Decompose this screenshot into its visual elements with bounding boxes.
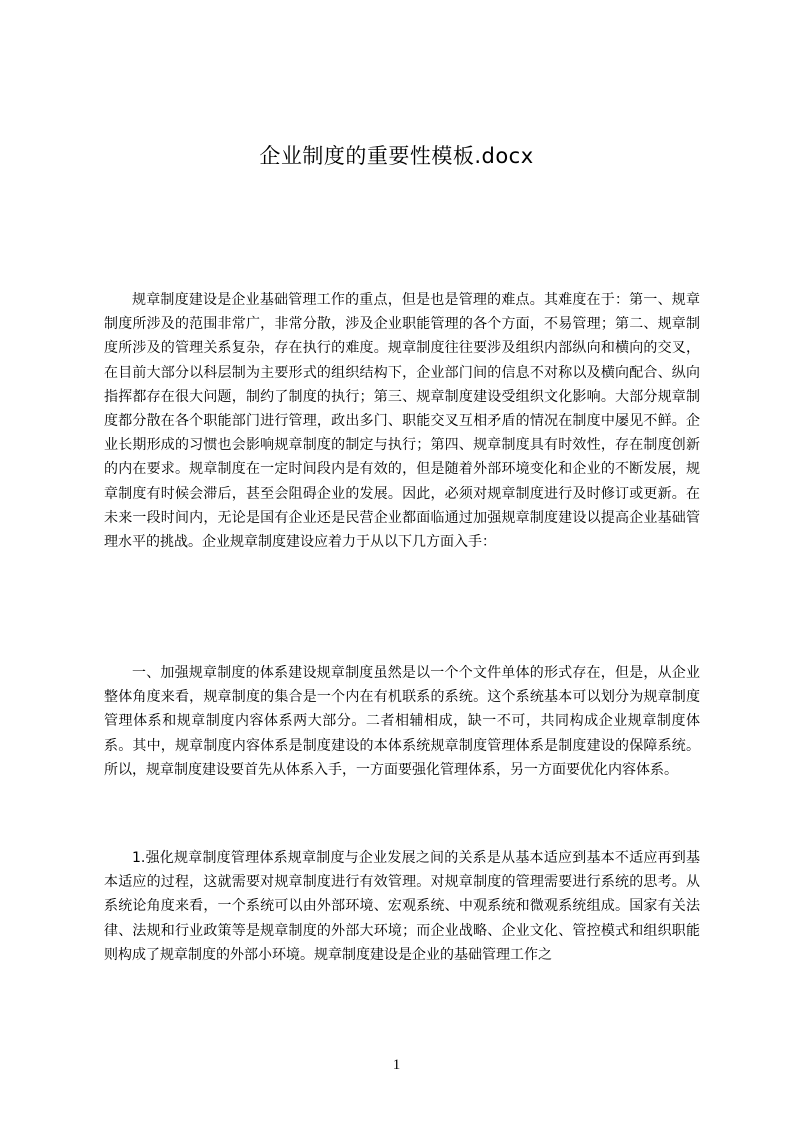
paragraph-text: 1.强化规章制度管理体系规章制度与企业发展之间的关系是从基本适应到基本不适应再到基本适应的过程，这就需要对规章制度进行有效管理。对规章制度的管理需要进行系统的思考。从系统论角度来看，一个系统可以由外部环境、宏观系统、中观系统和微观系统组成。国家有关法律、法规和行业政策等是规章制度的外部大环境；而企业战略、企业文化、管控模式和组织职能则构成了规章制度的外部小环境。规章制度建设是企业的基础管理工作之: [104, 850, 700, 963]
paragraph-text: 规章制度建设是企业基础管理工作的重点，但是也是管理的难点。其难度在于：第一、规章制度所涉及的范围非常广，非常分散，涉及企业职能管理的各个方面，不易管理；第二、规章制度所涉及的管理关系复杂，存在执行的难度。规章制度往往要涉及组织内部纵向和横向的交叉，在目前大部分以科层制为主要形式的组织结构下，企业部门间的信息不对称以及横向配合、纵向指挥都存在很大问题，制约了制度的执行；第三、规章制度建设受组织文化影响。大部分规章制度都分散在各个职能部门进行管理，政出多门、职能交叉互相矛盾的情况在制度中屡见不鲜。企业长期形成的习惯也会影响规章制度的制定与执行；第四、规章制度具有时效性，存在制度创新的内在要求。规章制度在一定时间段内是有效的，但是随着外部环境变化和企业的不断发展，规章制度有时候会滞后，甚至会阻碍企业的发展。因此，必须对规章制度进行及时修订或更新。在未来一段时间内，无论是国有企业还是民营企业都面临通过加强规章制度建设以提高企业基础管理水平的挑战。企业规章制度建设应着力于从以下几方面入手：: [104, 292, 700, 551]
page-number: 1: [392, 1057, 401, 1073]
paragraph-text: 一、加强规章制度的体系建设规章制度虽然是以一个个文件单体的形式存在，但是，从企业整体角度来看，规章制度的集合是一个内在有机联系的系统。这个系统基本可以划分为规章制度管理体系和规章制度内容体系两大部分。二者相辅相成，缺一不可，共同构成企业规章制度体系。其中，规章制度内容体系是制度建设的本体系统规章制度管理体系是制度建设的保障系统。所以，规章制度建设要首先从体系入手，一方面要强化管理体系，另一方面要优化内容体系。: [104, 665, 700, 778]
paragraph-system-building: [104, 661, 700, 782]
paragraph-intro: [104, 288, 700, 554]
paragraph-management-system: [104, 846, 700, 967]
document-title: 企业制度的重要性模板.docx: [259, 144, 534, 168]
